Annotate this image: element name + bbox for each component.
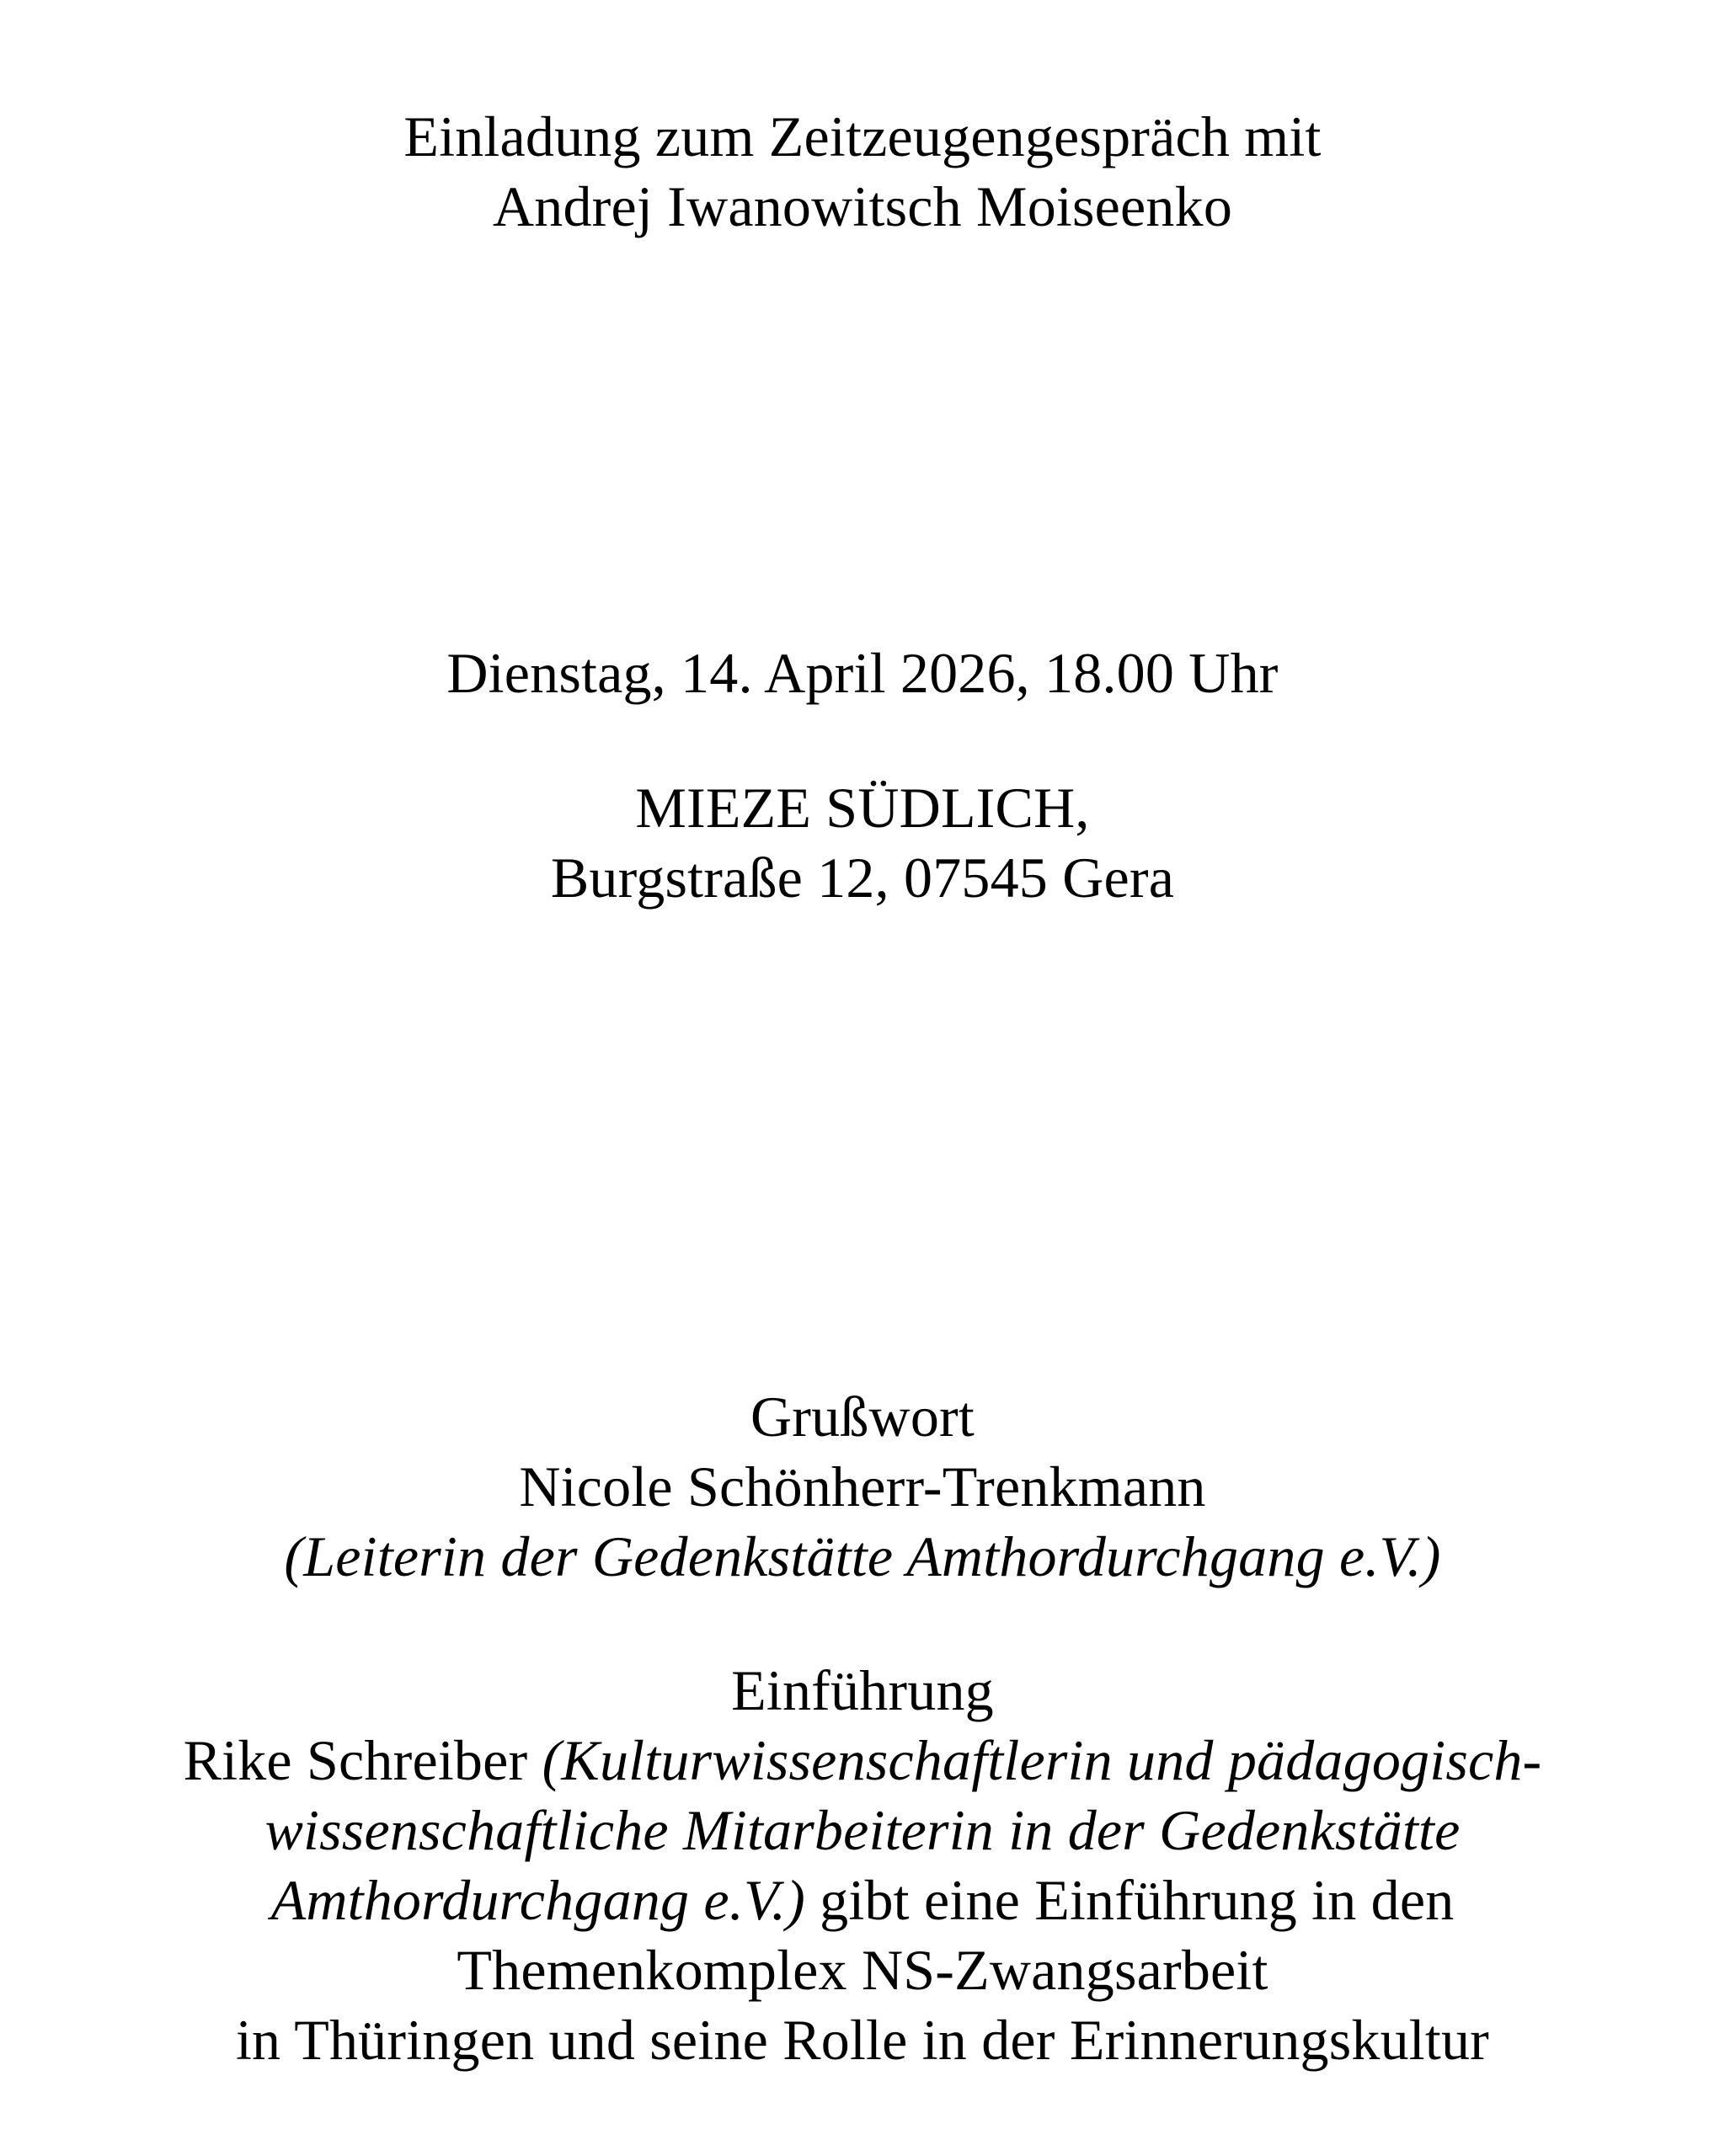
introduction-speaker-role-part-3: Amthordurchgang e.V.) (270, 1868, 805, 1932)
title-line-2: Andrej Iwanowitsch Moiseenko (492, 174, 1233, 238)
greeting-block (0, 1382, 1725, 1592)
venue-name: MIEZE SÜDLICH, (635, 776, 1090, 840)
introduction-speaker-name: Rike Schreiber (183, 1728, 542, 1792)
introduction-speaker-role-part-2: wissenschaftliche Mitarbeiterin in der Gedenkstätte (264, 1798, 1461, 1862)
datetime-block (0, 638, 1725, 708)
title-line-1: Einladung zum Zeitzeugengespräch mit (403, 104, 1322, 168)
title-block (0, 102, 1725, 242)
introduction-line-1 (0, 1726, 1725, 1796)
introduction-description-part-2: Themenkomplex NS-Zwangsarbeit (457, 1938, 1268, 2002)
greeting-speaker-name: Nicole Schönherr-Trenkmann (519, 1454, 1206, 1518)
greeting-speaker-role: (Leiterin der Gedenkstätte Amthordurchgang e.V.) (284, 1524, 1441, 1588)
introduction-speaker-role-part-1: (Kulturwissenschaftlerin und pädagogisch- (542, 1728, 1542, 1792)
introduction-block (0, 1656, 1725, 2075)
greeting-heading: Grußwort (750, 1385, 975, 1449)
introduction-line-3 (0, 1865, 1725, 1935)
venue-block (0, 773, 1725, 913)
introduction-description-part-1: gibt eine Einführung in den (804, 1868, 1455, 1932)
introduction-description-part-3: in Thüringen und seine Rolle in der Erinnerungskultur (235, 2008, 1490, 2072)
introduction-heading: Einführung (731, 1658, 994, 1722)
venue-address: Burgstraße 12, 07545 Gera (550, 846, 1175, 910)
event-datetime: Dienstag, 14. April 2026, 18.00 Uhr (446, 641, 1279, 705)
